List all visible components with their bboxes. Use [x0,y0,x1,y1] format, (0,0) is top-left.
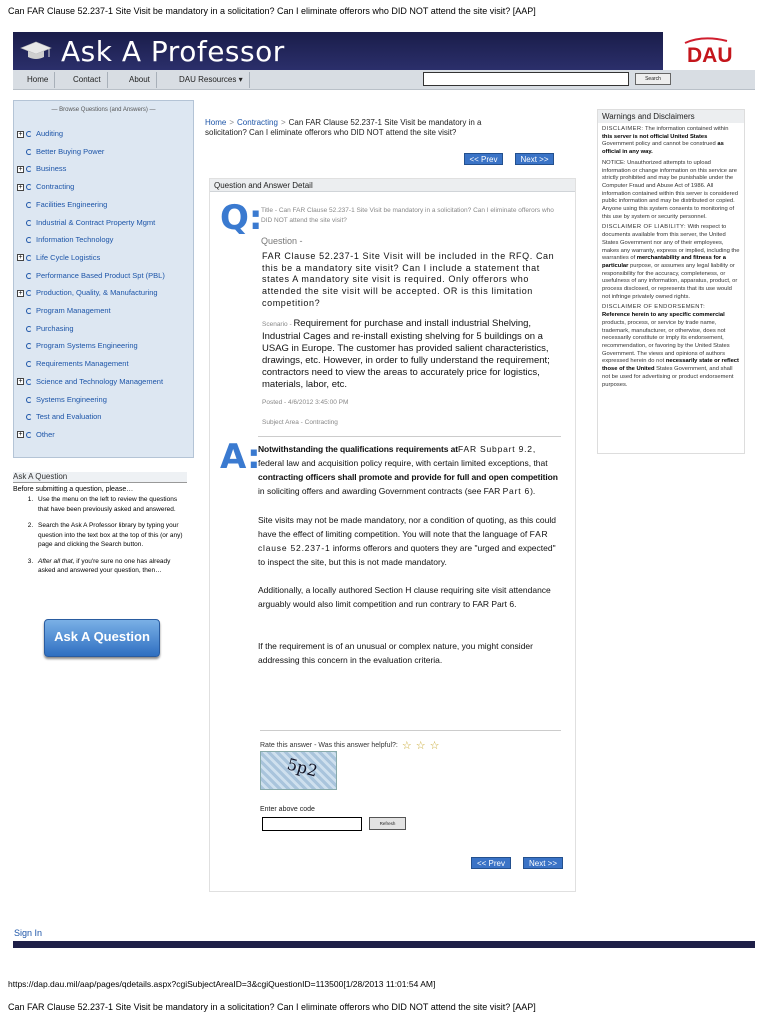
category-bullet-icon [26,343,32,349]
disclaimer-text: Government policy and cannot be construed [602,141,718,148]
category-bullet-icon [26,131,32,137]
expand-placeholder [17,237,24,244]
category-bullet-icon [26,308,32,314]
category-label: Production, Quality, & Manufacturing [36,288,158,298]
question-marker: Q: [220,198,263,238]
nav-home-link[interactable]: Home [21,72,55,88]
category-bullet-icon [26,273,32,279]
nav-about-link[interactable]: About [123,72,157,88]
answer-text: ). [530,486,536,496]
category-label: Auditing [36,129,64,138]
next-button-top[interactable]: Next >> [515,153,554,165]
ask-step-3 [35,557,187,576]
ask-step-3-emphasis: After all that, [38,557,75,565]
category-label: Information Technology [36,235,114,245]
expand-placeholder [17,308,24,315]
warnings-disclaimers-panel [597,109,745,454]
answer-paragraph-2 [258,513,563,569]
question-text: FAR Clause 52.237-1 Site Visit will be included in the RFQ. Can this be a mandatory site visit? Can I include a statement that states A mandatory site visit is required. Only offerors who attended the site visit will be accepted. OR is this limitation competition? [262,251,555,308]
breadcrumb-separator: > [280,118,286,127]
sidebar-category-item[interactable] [17,128,63,140]
expand-placeholder [17,148,24,155]
nav-contact-link[interactable]: Contact [67,72,108,88]
category-label: Industrial & Contract Property Mgmt [36,217,156,227]
dau-logo-text: DAU [687,44,733,65]
subject-area: Subject Area - Contracting [262,419,338,426]
breadcrumb-contracting-link[interactable]: Contracting [237,118,278,127]
breadcrumb-separator: > [229,118,235,127]
qa-panel-header: Question and Answer Detail [210,179,575,192]
expand-icon[interactable]: + [18,183,23,191]
disclaimer-bold: merchantability and fitness for a particular [602,255,727,269]
search-input[interactable] [423,72,629,86]
expand-placeholder [17,343,24,350]
category-bullet-icon [26,255,32,261]
answer-text: in soliciting offers and awarding Government contracts (see FAR [258,486,503,496]
qa-divider [258,436,561,437]
expand-placeholder [17,414,24,421]
breadcrumb-home-link[interactable]: Home [205,118,227,127]
sidebar-category-item[interactable] [17,163,66,175]
nav-dau-resources-dropdown[interactable]: DAU Resources ▾ [173,72,250,88]
disclaimer-notice: NOTICE: Unauthorized attempts to upload information or change information on this service are strictly prohibited and may be punishable under the Computer Fraud and Abuse Act of 1986. All information contained within this server is considered public information and may be distributed or copied. Anyone using this system consents to monitoring of this use by system or security personnel. [602,159,738,220]
category-label: Other [36,429,55,439]
expand-placeholder [17,272,24,279]
star-icon[interactable]: ☆ [429,740,440,752]
sidebar-category-item[interactable] [17,199,107,211]
breadcrumb [205,118,485,138]
answer-text: , federal law and acquisition policy require, with certain limited exceptions, that [258,444,548,468]
category-label: Program Management [36,306,111,315]
sidebar-category-item[interactable] [17,146,104,158]
breadcrumb-current: Can FAR Clause 52.237-1 Site Visit be mandatory in a solicitation? Can I eliminate offerors who DID NOT attend the site visit? [205,118,482,137]
question-label: Question - [261,236,303,246]
sidebar-category-item[interactable] [17,429,55,441]
expand-icon[interactable]: + [18,165,23,173]
expand-placeholder [17,396,24,403]
answer-text: Site visits may not be made mandatory, nor a condition of quoting, as this could have the effect of limiting competition. You will note that the language of [258,515,556,539]
category-label: Program Systems Engineering [36,341,138,351]
disclaimer-text: With respect to documents available from this server, the United States Government nor any of their employees, makes any warranty, express or implied, including the warranties of [602,224,740,262]
disclaimer-text: States Government, and shall not be used for advertising or product endorsement purposes. [602,366,734,388]
category-label: Better Buying Power [36,146,105,156]
answer-text: informs offerors and quoters they are "urged and expected" to inspect the site, but this is not made mandatory. [258,543,556,567]
posted-date: Posted - 4/6/2012 3:45:00 PM [262,399,349,406]
banner-logo-area[interactable] [13,32,433,70]
answer-marker: A: [220,437,261,477]
question-scenario [262,318,562,391]
category-label: Business [36,164,67,174]
print-header-title: Can FAR Clause 52.237-1 Site Visit be mandatory in a solicitation? Can I eliminate offerors who DID NOT attend the site visit? [AAP] [8,6,536,16]
print-footer-url: https://dap.dau.mil/aap/pages/qdetails.aspx?cgiSubjectAreaID=3&cgiQuestionID=113500[1/28/2013 11:01:54 AM] [8,979,436,989]
sidebar-category-item[interactable] [17,358,129,370]
expand-placeholder [17,201,24,208]
scenario-label: Scenario - [262,321,294,328]
captcha-code: 5p2 [285,754,320,781]
answer-paragraph-3: Additionally, a locally authored Section H clause requiring site visit attendance arguably would also limit competition and run contrary to FAR Part 6. [258,585,551,609]
ask-step-1: 1. Use the menu on the left to review the questions that have been previously asked and answered. [35,495,187,514]
rate-label: Rate this answer - Was this answer helpful?: [260,742,398,749]
category-bullet-icon [26,220,32,226]
prev-button-top[interactable]: << Prev [464,153,503,165]
browse-title: — Browse Questions (and Answers) — [51,107,156,113]
category-label: Contracting [36,182,75,192]
disclaimer-bold: as official in any way. [602,141,724,156]
sidebar-category-item[interactable] [17,287,158,299]
top-nav-bar [13,70,755,90]
category-bullet-icon [26,361,32,367]
star-icon[interactable]: ☆ [401,740,412,752]
category-label: Performance Based Product Spt (PBL) [36,270,165,280]
captcha-input[interactable] [262,817,362,831]
category-label: Science and Technology Management [36,376,164,386]
sidebar-category-item[interactable] [17,323,74,335]
category-label: Test and Evaluation [36,412,102,422]
sidebar-category-item[interactable] [17,394,107,406]
expand-icon[interactable]: + [18,254,23,262]
captcha-image [260,751,337,790]
disclaimer-lead: DISCLAIMER OF ENDORSEMENT: [602,304,706,311]
question-title: Title - Can FAR Clause 52.237-1 Site Visit be mandatory in a solicitation? Can I eliminate offerors who DID NOT attend the site visit? [261,207,554,224]
category-bullet-icon [26,414,32,420]
sidebar-category-item[interactable] [17,376,163,388]
ask-a-question-button[interactable]: Ask A Question [44,619,160,657]
category-bullet-icon [26,326,32,332]
sidebar-category-item[interactable] [17,217,155,229]
print-footer-title: Can FAR Clause 52.237-1 Site Visit be mandatory in a solicitation? Can I eliminate offerors who DID NOT attend the site visit? [AAP] [8,1002,536,1012]
sidebar-category-item[interactable] [17,270,165,282]
sidebar-category-item[interactable] [17,234,113,246]
category-bullet-icon [26,379,32,385]
search-button[interactable]: Search [635,73,671,85]
disclaimer-liability [598,224,744,301]
category-bullet-icon [26,237,32,243]
category-label: Purchasing [36,323,74,333]
category-bullet-icon [26,149,32,155]
expand-placeholder [17,219,24,226]
answer-emphasis: contracting officers shall promote and provide for full and open competition [258,472,558,482]
category-bullet-icon [26,397,32,403]
far-reference: FAR Subpart 9.2 [457,444,533,454]
category-bullet-icon [26,290,32,296]
site-banner [13,32,755,70]
enter-code-label: Enter above code [260,806,315,813]
category-label: Requirements Management [36,359,129,369]
category-bullet-icon [26,184,32,190]
next-button-bottom[interactable]: Next >> [523,857,563,869]
sidebar-category-item[interactable] [17,252,100,264]
sidebar-category-item[interactable] [17,305,111,317]
graduation-cap-icon [19,39,53,63]
category-bullet-icon [26,202,32,208]
disclaimer-lead: DISCLAIMER OF LIABILITY: [602,224,687,231]
ask-section-header: Ask A Question [13,472,187,483]
site-brand-title: Ask A Professor [61,34,285,68]
sidebar-category-item[interactable] [17,181,74,193]
disclaimer-bold: necessarily state or reflect those of the United [602,358,739,373]
category-label: Systems Engineering [36,394,107,404]
category-bullet-icon [26,166,32,172]
category-label: Life Cycle Logistics [36,252,101,262]
category-bullet-icon [26,432,32,438]
ask-intro: Before submitting a question, please… [13,486,134,493]
disclaimer-text: products, process, or service by trade name, trademark, manufacturer, or otherwise, does not necessarily constitute or imply its endorsement, recommendation, or favoring by the United States Government. The views and opinions of authors expressed herein do not [602,319,730,365]
prev-button-bottom[interactable]: << Prev [471,857,511,869]
expand-icon[interactable]: + [18,431,23,439]
ask-steps-list [35,495,187,576]
expand-icon[interactable]: + [18,378,23,386]
expand-icon[interactable]: + [18,289,23,297]
captcha-refresh-button[interactable]: Refresh [369,817,406,830]
disclaimer-text: The information contained within [643,126,729,132]
answer-paragraph-1 [258,442,563,498]
disclaimers-header: Warnings and Disclaimers [598,110,744,123]
answer-emphasis: Notwithstanding the qualifications requirements at [258,444,458,454]
expand-placeholder [17,325,24,332]
ask-step-2: 2. Search the Ask A Professor library by typing your question into the text box at the top of this (or any) page and clicking the Search button. [35,521,187,550]
ask-step-3-text: if you're sure no one has already asked and answered your question, then… [38,557,171,574]
disclaimer-lead: DISCLAIMER: [602,126,644,132]
footer-bar [13,941,755,948]
star-icon[interactable]: ☆ [415,740,426,752]
dau-logo-icon[interactable] [683,37,749,65]
category-label: Facilities Engineering [36,199,108,209]
expand-placeholder [17,361,24,368]
disclaimer-endorsement [598,304,744,389]
sign-in-link[interactable]: Sign In [14,928,43,938]
sidebar-category-item[interactable] [17,340,138,352]
rating-divider [260,730,561,731]
disclaimer-bold: this server is not official United States [602,133,708,140]
answer-paragraph-4: If the requirement is of an unusual or complex nature, you might consider addressing this concern in the evaluation criteria. [258,641,533,665]
disclaimer-bold: Reference herein to any specific commercial [602,312,725,319]
far-reference: Part 6 [502,486,531,496]
disclaimer-text: purpose, or assumes any legal liability or responsibility for the accuracy, completeness, or usefulness of any information, apparatus, product, or process disclosed, or represents that its use would not infringe privately owned rights. [602,262,738,300]
ask-a-question-section [13,472,187,644]
scenario-text: Requirement for purchase and install industrial Shelving, Industrial Cages and re-install existing shelving for 5 buildings on a USAG in Europe. The customer has provided salient characteristics, drawings, etc. However, in order to fully understand the requirement; contractors need to view the areas to accurately price for logistics, materials, labor, etc. [262,318,550,390]
sidebar-category-item[interactable] [17,411,101,423]
far-reference: FAR clause 52.237-1 [258,529,549,553]
expand-icon[interactable]: + [18,130,23,138]
disclaimer-general [598,126,744,157]
